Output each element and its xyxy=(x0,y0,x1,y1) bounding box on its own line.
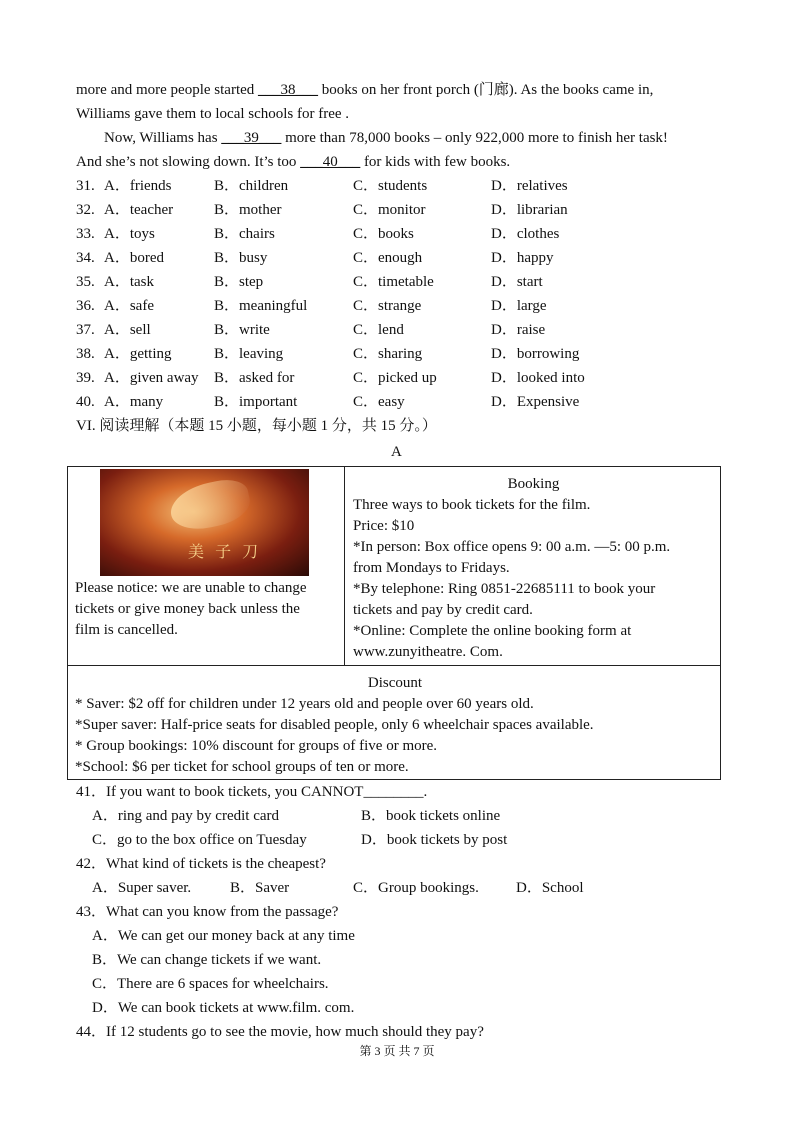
option-d[interactable]: D．happy xyxy=(491,250,554,266)
option-b[interactable]: B．write xyxy=(214,322,270,338)
passage-text: Now, Williams has xyxy=(104,130,222,146)
option-d[interactable]: D．book tickets by post xyxy=(361,832,508,848)
option-b[interactable]: B．mother xyxy=(214,202,282,218)
option-a[interactable]: A．toys xyxy=(104,226,155,242)
discount-line: * Group bookings: 10% discount for groups of five or more. xyxy=(75,738,438,754)
notice-line: film is cancelled. xyxy=(75,622,178,638)
question-42: 42．What kind of tickets is the cheapest? xyxy=(76,856,326,872)
booking-line: tickets and pay by credit card. xyxy=(353,602,533,618)
option-c[interactable]: C．There are 6 spaces for wheelchairs. xyxy=(92,976,329,992)
option-c[interactable]: C．go to the box office on Tuesday xyxy=(92,832,307,848)
option-a[interactable]: A．friends xyxy=(104,178,172,194)
page-footer: 第 3 页 共 7 页 xyxy=(359,1044,435,1058)
ticket-info-table xyxy=(67,466,721,780)
poster-title: 美 子 刀 xyxy=(188,542,262,561)
option-a[interactable]: A．safe xyxy=(104,298,154,314)
booking-line: Price: $10 xyxy=(353,518,415,534)
blank-39: ___39___ xyxy=(221,130,282,146)
option-a[interactable]: A．getting xyxy=(104,346,172,362)
film-poster-image xyxy=(100,469,309,576)
question-number: 38. xyxy=(76,346,95,362)
table-divider xyxy=(68,665,720,666)
question-number: 39. xyxy=(76,370,95,386)
option-c[interactable]: C．easy xyxy=(353,394,405,410)
table-divider xyxy=(344,467,345,665)
option-d[interactable]: D．librarian xyxy=(491,202,568,218)
blank-38: ___38___ xyxy=(258,82,319,98)
option-d[interactable]: D．Expensive xyxy=(491,394,580,410)
option-b[interactable]: B．asked for xyxy=(214,370,295,386)
option-b[interactable]: B．children xyxy=(214,178,289,194)
option-a[interactable]: A．ring and pay by credit card xyxy=(92,808,280,824)
question-44: 44．If 12 students go to see the movie, how much should they pay? xyxy=(76,1024,484,1040)
option-c[interactable]: C．lend xyxy=(353,322,404,338)
option-c[interactable]: C．picked up xyxy=(353,370,437,386)
option-b[interactable]: B．important xyxy=(214,394,298,410)
discount-line: *School: $6 per ticket for school groups of ten or more. xyxy=(75,759,409,775)
option-c[interactable]: C．sharing xyxy=(353,346,423,362)
option-a[interactable]: A．given away xyxy=(104,370,199,386)
passage-line-4 xyxy=(76,152,510,172)
question-number: 40. xyxy=(76,394,95,410)
option-d[interactable]: D．We can book tickets at www.film. com. xyxy=(92,1000,355,1016)
option-b[interactable]: B．meaningful xyxy=(214,298,308,314)
blank-40: ___40___ xyxy=(300,154,361,170)
question-43: 43．What can you know from the passage? xyxy=(76,904,339,920)
option-b[interactable]: B．Saver xyxy=(230,880,290,896)
booking-line: from Mondays to Fridays. xyxy=(353,560,510,576)
option-d[interactable]: D．borrowing xyxy=(491,346,580,362)
poster-figure xyxy=(166,475,253,535)
option-b[interactable]: B．busy xyxy=(214,250,268,266)
discount-title: Discount xyxy=(367,675,423,691)
booking-line: www.zunyitheatre. Com. xyxy=(353,644,503,660)
option-b[interactable]: B．chairs xyxy=(214,226,275,242)
notice-line: Please notice: we are unable to change xyxy=(75,580,307,596)
booking-line: Three ways to book tickets for the film. xyxy=(353,497,591,513)
option-d[interactable]: D．School xyxy=(516,880,584,896)
passage-text: And she’s not slowing down. It’s too xyxy=(76,154,301,170)
option-a[interactable]: A．teacher xyxy=(104,202,174,218)
option-c[interactable]: C．monitor xyxy=(353,202,426,218)
passage-text: for kids with few books. xyxy=(360,154,511,170)
booking-title: Booking xyxy=(507,476,560,492)
option-a[interactable]: A．bored xyxy=(104,250,164,266)
option-b[interactable]: B．book tickets online xyxy=(361,808,501,824)
discount-line: *Super saver: Half-price seats for disabled people, only 6 wheelchair spaces available. xyxy=(75,717,594,733)
option-c[interactable]: C．books xyxy=(353,226,414,242)
option-d[interactable]: D．start xyxy=(491,274,543,290)
option-c[interactable]: C．enough xyxy=(353,250,423,266)
option-a[interactable]: A．many xyxy=(104,394,164,410)
passage-label: A xyxy=(391,444,402,460)
passage-text: more than 78,000 books – only 922,000 more to finish her task! xyxy=(281,130,668,146)
option-a[interactable]: A．We can get our money back at any time xyxy=(92,928,355,944)
option-a[interactable]: A．Super saver. xyxy=(92,880,192,896)
option-c[interactable]: C．students xyxy=(353,178,428,194)
discount-line: * Saver: $2 off for children under 12 years old and people over 60 years old. xyxy=(75,696,534,712)
option-b[interactable]: B．step xyxy=(214,274,264,290)
option-c[interactable]: C．timetable xyxy=(353,274,434,290)
passage-line-1 xyxy=(76,80,653,100)
option-d[interactable]: D．looked into xyxy=(491,370,585,386)
passage-text: books on her front porch (门廊). As the books came in, xyxy=(318,82,654,98)
option-a[interactable]: A．sell xyxy=(104,322,151,338)
booking-line: *Online: Complete the online booking form at xyxy=(353,623,632,639)
option-a[interactable]: A．task xyxy=(104,274,154,290)
option-b[interactable]: B．We can change tickets if we want. xyxy=(92,952,322,968)
question-number: 37. xyxy=(76,322,95,338)
option-d[interactable]: D．clothes xyxy=(491,226,560,242)
question-number: 36. xyxy=(76,298,95,314)
option-d[interactable]: D．relatives xyxy=(491,178,568,194)
passage-line-2: Williams gave them to local schools for free . xyxy=(76,106,350,122)
booking-line: *By telephone: Ring 0851-22685111 to book your xyxy=(353,581,656,597)
option-c[interactable]: C．strange xyxy=(353,298,422,314)
section-heading: VI. 阅读理解（本题 15 小题，每小题 1 分，共 15 分。） xyxy=(76,418,437,434)
question-number: 33. xyxy=(76,226,95,242)
option-c[interactable]: C．Group bookings. xyxy=(353,880,479,896)
notice-line: tickets or give money back unless the xyxy=(75,601,300,617)
option-d[interactable]: D．large xyxy=(491,298,547,314)
passage-text: more and more people started xyxy=(76,82,259,98)
question-41: 41．If you want to book tickets, you CANNOT________. xyxy=(76,784,428,800)
question-number: 35. xyxy=(76,274,95,290)
passage-line-3 xyxy=(104,128,668,148)
question-number: 32. xyxy=(76,202,95,218)
option-d[interactable]: D．raise xyxy=(491,322,546,338)
booking-line: *In person: Box office opens 9: 00 a.m. —5: 00 p.m. xyxy=(353,539,671,555)
question-number: 34. xyxy=(76,250,95,266)
option-b[interactable]: B．leaving xyxy=(214,346,284,362)
question-number: 31. xyxy=(76,178,95,194)
